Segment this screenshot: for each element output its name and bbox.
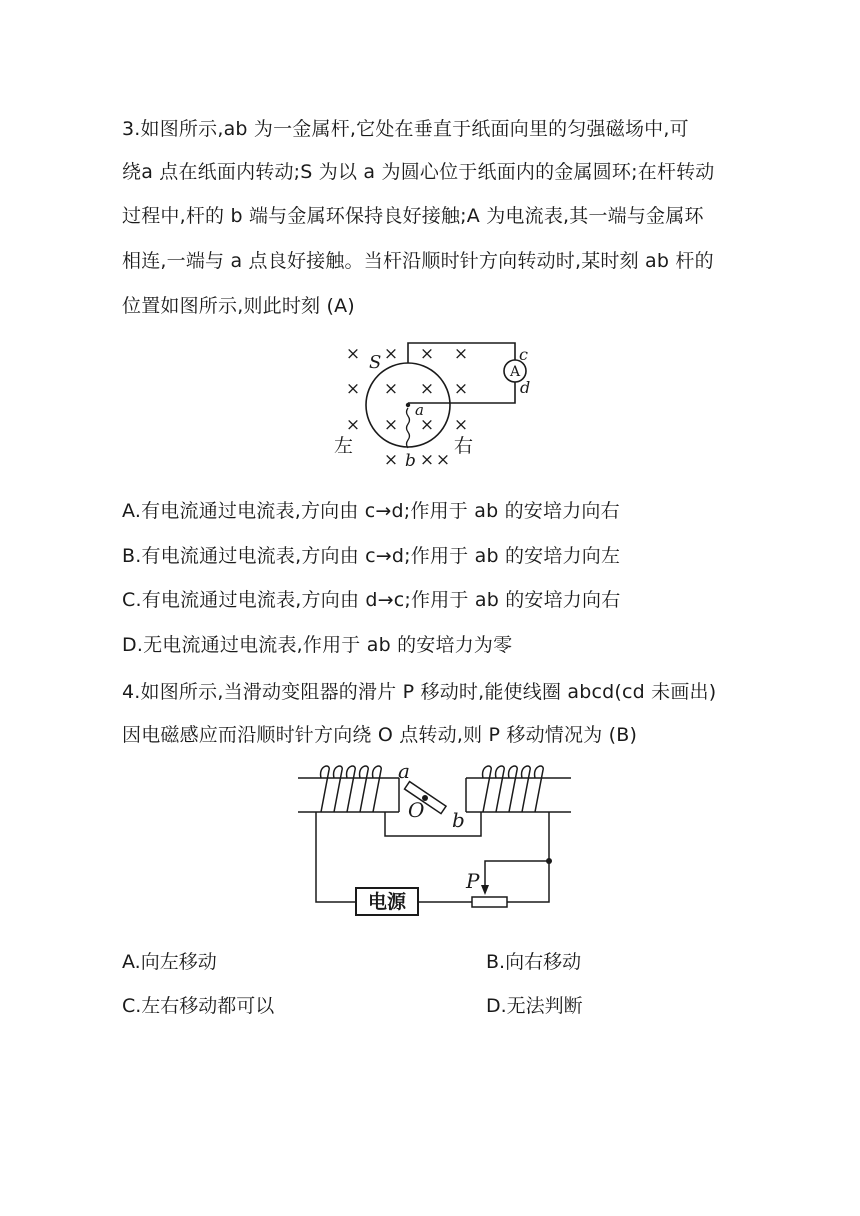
- q4-option-d: D.无法判断: [486, 995, 583, 1017]
- q3-option-c: C.有电流通过电流表,方向由 d→c;作用于 ab 的安培力向右: [122, 589, 621, 611]
- q3-line-3: 过程中,杆的 b 端与金属环保持良好接触;A 为电流表,其一端与金属环: [122, 205, 704, 227]
- field-mark: ×: [435, 450, 451, 470]
- field-mark: ×: [453, 379, 469, 399]
- field-mark: ×: [345, 415, 361, 435]
- q4-option-b: B.向右移动: [486, 951, 582, 973]
- wire-left: [316, 812, 356, 902]
- rod-ab: [407, 408, 410, 448]
- q3-line-4: 相连,一端与 a 点良好接触。当杆沿顺时针方向转动时,某时刻 ab 杆的: [122, 250, 714, 272]
- q3-option-b: B.有电流通过电流表,方向由 c→d;作用于 ab 的安培力向左: [122, 545, 621, 567]
- wire-right: [507, 812, 549, 902]
- q4-option-a: A.向左移动: [122, 951, 217, 973]
- b-label: b: [405, 451, 416, 471]
- slider-wire: [485, 861, 549, 888]
- a-label: a: [398, 759, 410, 783]
- slider-arrow: [481, 885, 489, 895]
- d-label: d: [520, 378, 531, 397]
- pivot-a: [406, 403, 410, 407]
- c-label: c: [519, 345, 528, 364]
- q3-line-2: 绕a 点在纸面内转动;S 为以 a 为圆心位于纸面内的金属圆环;在杆转动: [122, 161, 715, 183]
- power-source-label: 电源: [367, 891, 407, 913]
- field-mark: ×: [419, 344, 435, 364]
- junction-dot: [546, 858, 552, 864]
- field-mark: ×: [453, 344, 469, 364]
- field-mark: ×: [383, 379, 399, 399]
- ring-label: S: [369, 352, 382, 373]
- q4-option-c: C.左右移动都可以: [122, 995, 275, 1017]
- field-mark: ×: [419, 450, 435, 470]
- rheostat: [472, 897, 507, 907]
- right-coil-loops: [483, 766, 544, 778]
- q4-figure: [296, 760, 576, 920]
- wire-between-coils: [385, 812, 481, 836]
- left-label: 左: [334, 435, 354, 457]
- field-mark: ×: [419, 415, 435, 435]
- field-mark: ×: [383, 344, 399, 364]
- p-label: P: [466, 869, 480, 893]
- field-mark: ×: [345, 344, 361, 364]
- q4-line-1: 4.如图所示,当滑动变阻器的滑片 P 移动时,能使线圈 abcd(cd 未画出): [122, 681, 717, 703]
- q3-option-a: A.有电流通过电流表,方向由 c→d;作用于 ab 的安培力向右: [122, 500, 620, 522]
- q3-option-d: D.无电流通过电流表,作用于 ab 的安培力为零: [122, 634, 513, 656]
- q4-line-2: 因电磁感应而沿顺时针方向绕 O 点转动,则 P 移动情况为 (B): [122, 724, 638, 746]
- q3-figure: [330, 338, 540, 474]
- field-mark: ×: [453, 415, 469, 435]
- o-label: O: [408, 798, 425, 822]
- field-mark: ×: [383, 450, 399, 470]
- left-coil-loops: [321, 766, 382, 778]
- b-label: b: [452, 808, 465, 832]
- field-mark: ×: [383, 415, 399, 435]
- ammeter-label: A: [509, 364, 521, 380]
- field-mark: ×: [345, 379, 361, 399]
- a-label: a: [415, 401, 424, 419]
- q3-line-1: 3.如图所示,ab 为一金属杆,它处在垂直于纸面向里的匀强磁场中,可: [122, 118, 689, 140]
- q3-line-5: 位置如图所示,则此时刻 (A): [122, 295, 355, 317]
- field-mark: ×: [419, 379, 435, 399]
- right-label: 右: [454, 435, 474, 457]
